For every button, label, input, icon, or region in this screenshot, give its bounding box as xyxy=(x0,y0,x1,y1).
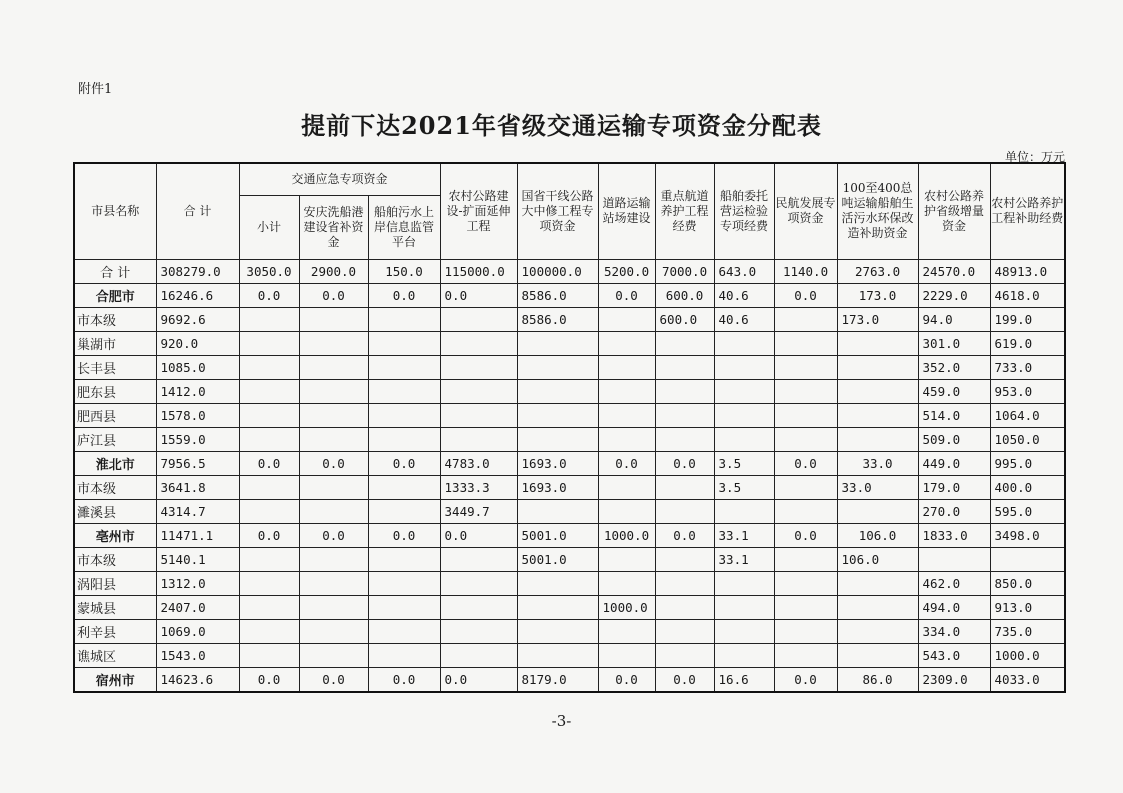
table-cell: 1000.0 xyxy=(598,595,655,619)
table-cell: 1050.0 xyxy=(990,427,1065,451)
table-cell: 2900.0 xyxy=(299,259,368,283)
table-cell xyxy=(774,499,837,523)
table-cell xyxy=(299,595,368,619)
table-cell xyxy=(299,499,368,523)
header-anqing: 安庆洗船港建设省补资金 xyxy=(299,195,368,259)
table-cell: 1559.0 xyxy=(156,427,239,451)
header-ship-sewage: 船舶污水上岸信息监管平台 xyxy=(368,195,440,259)
unit-label: 单位：万元 xyxy=(1004,150,1065,164)
table-cell xyxy=(774,355,837,379)
table-cell xyxy=(368,307,440,331)
table-cell: 920.0 xyxy=(156,331,239,355)
table-cell: 1333.3 xyxy=(440,475,517,499)
table-cell xyxy=(517,643,598,667)
table-cell: 5001.0 xyxy=(517,523,598,547)
table-cell xyxy=(655,403,714,427)
table-cell: 334.0 xyxy=(918,619,990,643)
table-row xyxy=(74,427,1065,451)
table-cell xyxy=(299,307,368,331)
table-cell: 643.0 xyxy=(714,259,774,283)
table-cell: 0.0 xyxy=(774,667,837,692)
table-cell xyxy=(239,619,299,643)
table-cell: 1693.0 xyxy=(517,475,598,499)
table-cell xyxy=(598,427,655,451)
table-cell: 1578.0 xyxy=(156,403,239,427)
table-cell xyxy=(440,619,517,643)
city-row xyxy=(74,667,1065,692)
region-name-cell: 涡阳县 xyxy=(74,571,156,595)
table-cell: 8586.0 xyxy=(517,307,598,331)
table-row xyxy=(74,595,1065,619)
table-cell: 9692.6 xyxy=(156,307,239,331)
table-cell xyxy=(598,379,655,403)
table-cell xyxy=(440,643,517,667)
table-cell: 0.0 xyxy=(774,283,837,307)
table-cell xyxy=(837,331,918,355)
table-cell xyxy=(598,331,655,355)
table-cell xyxy=(440,403,517,427)
table-cell: 173.0 xyxy=(837,283,918,307)
table-cell: 16.6 xyxy=(714,667,774,692)
table-cell xyxy=(837,379,918,403)
table-cell: 953.0 xyxy=(990,379,1065,403)
table-row xyxy=(74,475,1065,499)
table-cell: 995.0 xyxy=(990,451,1065,475)
table-cell: 100000.0 xyxy=(517,259,598,283)
header-ship-pollution: 100至400总吨运输船舶生活污水环保改造补助资金 xyxy=(837,163,918,259)
table-cell xyxy=(239,403,299,427)
table-cell: 199.0 xyxy=(990,307,1065,331)
table-cell xyxy=(440,331,517,355)
table-cell xyxy=(299,355,368,379)
table-cell: 735.0 xyxy=(990,619,1065,643)
table-cell xyxy=(655,547,714,571)
table-cell xyxy=(990,547,1065,571)
table-cell xyxy=(368,595,440,619)
table-cell xyxy=(837,355,918,379)
table-cell xyxy=(655,355,714,379)
table-cell: 1064.0 xyxy=(990,403,1065,427)
table-cell xyxy=(239,307,299,331)
table-cell xyxy=(774,331,837,355)
table-cell xyxy=(299,427,368,451)
table-cell: 115000.0 xyxy=(440,259,517,283)
allocation-table xyxy=(73,162,1066,693)
table-cell xyxy=(714,643,774,667)
table-row xyxy=(74,619,1065,643)
table-cell xyxy=(440,355,517,379)
document-title: 提前下达2021年省级交通运输专项资金分配表 xyxy=(301,111,822,140)
table-cell: 0.0 xyxy=(299,667,368,692)
table-cell xyxy=(239,547,299,571)
table-cell xyxy=(299,643,368,667)
table-cell: 1693.0 xyxy=(517,451,598,475)
table-cell xyxy=(368,403,440,427)
table-cell: 16246.6 xyxy=(156,283,239,307)
header-station: 道路运输站场建设 xyxy=(598,163,655,259)
table-cell: 2309.0 xyxy=(918,667,990,692)
table-cell xyxy=(918,547,990,571)
city-row xyxy=(74,283,1065,307)
table-cell: 913.0 xyxy=(990,595,1065,619)
table-cell xyxy=(774,643,837,667)
table-cell: 459.0 xyxy=(918,379,990,403)
table-cell xyxy=(774,547,837,571)
table-cell xyxy=(774,307,837,331)
table-cell xyxy=(837,571,918,595)
table-row xyxy=(74,571,1065,595)
table-row xyxy=(74,379,1065,403)
table-cell: 4618.0 xyxy=(990,283,1065,307)
table-cell xyxy=(517,427,598,451)
region-name-cell: 长丰县 xyxy=(74,355,156,379)
table-cell: 0.0 xyxy=(655,523,714,547)
table-cell: 7956.5 xyxy=(156,451,239,475)
region-name-cell: 巢湖市 xyxy=(74,331,156,355)
table-cell xyxy=(239,571,299,595)
header-trunk-road: 国省干线公路大中修工程专项资金 xyxy=(517,163,598,259)
table-cell xyxy=(299,571,368,595)
region-name-cell: 宿州市 xyxy=(74,667,156,692)
table-cell: 0.0 xyxy=(299,451,368,475)
table-cell: 1412.0 xyxy=(156,379,239,403)
table-cell xyxy=(774,619,837,643)
table-cell xyxy=(714,595,774,619)
table-cell: 0.0 xyxy=(368,451,440,475)
table-cell xyxy=(655,427,714,451)
table-cell: 1069.0 xyxy=(156,619,239,643)
table-cell xyxy=(598,355,655,379)
table-cell: 2229.0 xyxy=(918,283,990,307)
table-cell: 7000.0 xyxy=(655,259,714,283)
table-row xyxy=(74,355,1065,379)
region-name-cell: 合 计 xyxy=(74,259,156,283)
table-cell xyxy=(598,619,655,643)
table-cell xyxy=(774,571,837,595)
table-cell: 4783.0 xyxy=(440,451,517,475)
table-cell: 1000.0 xyxy=(598,523,655,547)
table-cell: 4033.0 xyxy=(990,667,1065,692)
table-cell xyxy=(239,331,299,355)
table-cell xyxy=(299,331,368,355)
table-cell: 1140.0 xyxy=(774,259,837,283)
header-name: 市县名称 xyxy=(74,163,156,259)
table-cell: 0.0 xyxy=(239,451,299,475)
table-cell xyxy=(299,475,368,499)
table-row xyxy=(74,403,1065,427)
table-cell: 3050.0 xyxy=(239,259,299,283)
city-row xyxy=(74,451,1065,475)
table-cell xyxy=(440,595,517,619)
table-cell xyxy=(655,595,714,619)
table-cell xyxy=(299,379,368,403)
region-name-cell: 谯城区 xyxy=(74,643,156,667)
table-cell: 0.0 xyxy=(239,283,299,307)
table-cell: 0.0 xyxy=(299,283,368,307)
table-cell xyxy=(299,547,368,571)
table-cell xyxy=(299,619,368,643)
table-cell xyxy=(368,379,440,403)
table-cell: 33.0 xyxy=(837,475,918,499)
table-cell xyxy=(774,595,837,619)
header-rural-maint-inc: 农村公路养护省级增量资金 xyxy=(918,163,990,259)
table-cell xyxy=(655,475,714,499)
table-cell: 3498.0 xyxy=(990,523,1065,547)
table-cell xyxy=(368,355,440,379)
table-cell xyxy=(440,547,517,571)
table-cell xyxy=(299,403,368,427)
table-cell: 4314.7 xyxy=(156,499,239,523)
table-cell xyxy=(239,643,299,667)
table-cell: 106.0 xyxy=(837,523,918,547)
region-name-cell: 濉溪县 xyxy=(74,499,156,523)
header-rural-maint-sub: 农村公路养护工程补助经费 xyxy=(990,163,1065,259)
table-cell: 270.0 xyxy=(918,499,990,523)
region-name-cell: 亳州市 xyxy=(74,523,156,547)
table-cell xyxy=(598,403,655,427)
region-name-cell: 淮北市 xyxy=(74,451,156,475)
table-cell xyxy=(517,619,598,643)
table-cell: 40.6 xyxy=(714,283,774,307)
region-name-cell: 庐江县 xyxy=(74,427,156,451)
table-cell: 462.0 xyxy=(918,571,990,595)
table-cell xyxy=(714,355,774,379)
header-ship-inspection: 船舶委托营运检验专项经费 xyxy=(714,163,774,259)
table-cell: 11471.1 xyxy=(156,523,239,547)
table-cell xyxy=(368,475,440,499)
table-cell xyxy=(714,379,774,403)
table-cell: 0.0 xyxy=(368,283,440,307)
table-cell: 0.0 xyxy=(774,451,837,475)
table-cell xyxy=(239,595,299,619)
region-name-cell: 市本级 xyxy=(74,475,156,499)
table-cell: 5200.0 xyxy=(598,259,655,283)
table-cell: 0.0 xyxy=(440,283,517,307)
table-cell: 0.0 xyxy=(598,667,655,692)
table-cell: 5001.0 xyxy=(517,547,598,571)
region-name-cell: 蒙城县 xyxy=(74,595,156,619)
table-cell: 308279.0 xyxy=(156,259,239,283)
table-cell: 733.0 xyxy=(990,355,1065,379)
table-cell: 850.0 xyxy=(990,571,1065,595)
table-cell xyxy=(714,499,774,523)
table-cell xyxy=(517,571,598,595)
table-cell: 8179.0 xyxy=(517,667,598,692)
table-cell xyxy=(517,331,598,355)
table-cell xyxy=(440,427,517,451)
table-cell xyxy=(837,595,918,619)
table-cell xyxy=(655,499,714,523)
table-cell: 514.0 xyxy=(918,403,990,427)
table-cell xyxy=(837,619,918,643)
table-cell: 595.0 xyxy=(990,499,1065,523)
table-cell xyxy=(837,427,918,451)
table-cell: 33.0 xyxy=(837,451,918,475)
table-cell xyxy=(517,355,598,379)
table-cell: 14623.6 xyxy=(156,667,239,692)
table-cell: 400.0 xyxy=(990,475,1065,499)
table-cell xyxy=(655,643,714,667)
table-cell xyxy=(239,355,299,379)
table-cell xyxy=(368,643,440,667)
table-cell: 2407.0 xyxy=(156,595,239,619)
table-cell: 600.0 xyxy=(655,307,714,331)
total-row xyxy=(74,259,1065,283)
header-emergency-group: 交通应急专项资金 xyxy=(239,163,440,195)
table-cell xyxy=(440,379,517,403)
table-row xyxy=(74,547,1065,571)
table-cell xyxy=(714,571,774,595)
table-cell: 0.0 xyxy=(655,451,714,475)
table-cell xyxy=(655,331,714,355)
table-cell xyxy=(774,427,837,451)
table-cell xyxy=(517,379,598,403)
table-cell: 0.0 xyxy=(655,667,714,692)
table-cell: 352.0 xyxy=(918,355,990,379)
table-cell: 543.0 xyxy=(918,643,990,667)
table-cell xyxy=(239,475,299,499)
table-cell: 94.0 xyxy=(918,307,990,331)
region-name-cell: 市本级 xyxy=(74,307,156,331)
table-cell: 494.0 xyxy=(918,595,990,619)
region-name-cell: 市本级 xyxy=(74,547,156,571)
table-cell xyxy=(655,619,714,643)
table-cell xyxy=(714,331,774,355)
table-cell: 0.0 xyxy=(440,523,517,547)
table-cell: 509.0 xyxy=(918,427,990,451)
table-cell xyxy=(714,427,774,451)
table-cell xyxy=(517,403,598,427)
table-cell xyxy=(774,475,837,499)
table-cell: 33.1 xyxy=(714,547,774,571)
table-cell: 0.0 xyxy=(368,523,440,547)
table-cell: 619.0 xyxy=(990,331,1065,355)
header-waterway: 重点航道养护工程经费 xyxy=(655,163,714,259)
table-cell: 0.0 xyxy=(598,283,655,307)
table-cell: 1085.0 xyxy=(156,355,239,379)
table-cell xyxy=(440,307,517,331)
table-cell xyxy=(239,379,299,403)
table-cell: 33.1 xyxy=(714,523,774,547)
table-cell: 1312.0 xyxy=(156,571,239,595)
header-civil-aviation: 民航发展专项资金 xyxy=(774,163,837,259)
table-cell xyxy=(368,571,440,595)
table-cell xyxy=(598,547,655,571)
table-cell: 0.0 xyxy=(774,523,837,547)
table-cell xyxy=(239,499,299,523)
table-cell xyxy=(714,619,774,643)
table-cell: 2763.0 xyxy=(837,259,918,283)
table-cell: 24570.0 xyxy=(918,259,990,283)
table-cell: 1543.0 xyxy=(156,643,239,667)
table-cell xyxy=(368,619,440,643)
table-cell xyxy=(239,427,299,451)
table-cell: 449.0 xyxy=(918,451,990,475)
header-subtotal: 小计 xyxy=(239,195,299,259)
table-cell: 1833.0 xyxy=(918,523,990,547)
table-cell: 3.5 xyxy=(714,451,774,475)
table-cell xyxy=(598,571,655,595)
table-cell: 0.0 xyxy=(440,667,517,692)
table-cell xyxy=(837,403,918,427)
table-cell xyxy=(837,499,918,523)
table-cell xyxy=(598,499,655,523)
table-cell: 3449.7 xyxy=(440,499,517,523)
region-name-cell: 利辛县 xyxy=(74,619,156,643)
region-name-cell: 合肥市 xyxy=(74,283,156,307)
table-row xyxy=(74,331,1065,355)
table-cell xyxy=(774,403,837,427)
table-cell: 48913.0 xyxy=(990,259,1065,283)
table-cell: 5140.1 xyxy=(156,547,239,571)
table-cell xyxy=(598,475,655,499)
table-cell xyxy=(598,307,655,331)
table-cell: 3.5 xyxy=(714,475,774,499)
table-cell xyxy=(655,379,714,403)
header-total: 合 计 xyxy=(156,163,239,259)
table-cell: 106.0 xyxy=(837,547,918,571)
table-cell xyxy=(655,571,714,595)
attachment-label: 附件1 xyxy=(78,82,113,97)
table-row xyxy=(74,307,1065,331)
table-cell: 150.0 xyxy=(368,259,440,283)
table-cell: 0.0 xyxy=(239,523,299,547)
table-cell: 40.6 xyxy=(714,307,774,331)
table-cell: 86.0 xyxy=(837,667,918,692)
table-cell: 173.0 xyxy=(837,307,918,331)
header-rural-road: 农村公路建设-扩面延伸工程 xyxy=(440,163,517,259)
table-row xyxy=(74,499,1065,523)
table-cell xyxy=(368,427,440,451)
table-cell: 8586.0 xyxy=(517,283,598,307)
table-cell: 179.0 xyxy=(918,475,990,499)
table-cell: 3641.8 xyxy=(156,475,239,499)
table-cell xyxy=(517,595,598,619)
table-cell: 0.0 xyxy=(299,523,368,547)
table-cell xyxy=(368,547,440,571)
table-cell xyxy=(368,499,440,523)
table-cell xyxy=(774,379,837,403)
table-cell: 0.0 xyxy=(598,451,655,475)
table-row xyxy=(74,643,1065,667)
table-cell: 0.0 xyxy=(368,667,440,692)
table-cell: 1000.0 xyxy=(990,643,1065,667)
region-name-cell: 肥东县 xyxy=(74,379,156,403)
table-cell xyxy=(714,403,774,427)
table-cell: 600.0 xyxy=(655,283,714,307)
table-cell xyxy=(440,571,517,595)
city-row xyxy=(74,523,1065,547)
region-name-cell: 肥西县 xyxy=(74,403,156,427)
table-cell xyxy=(837,643,918,667)
page-number: -3- xyxy=(551,712,572,730)
table-cell: 0.0 xyxy=(239,667,299,692)
table-cell xyxy=(598,643,655,667)
table-cell xyxy=(368,331,440,355)
table-cell: 301.0 xyxy=(918,331,990,355)
table-cell xyxy=(517,499,598,523)
